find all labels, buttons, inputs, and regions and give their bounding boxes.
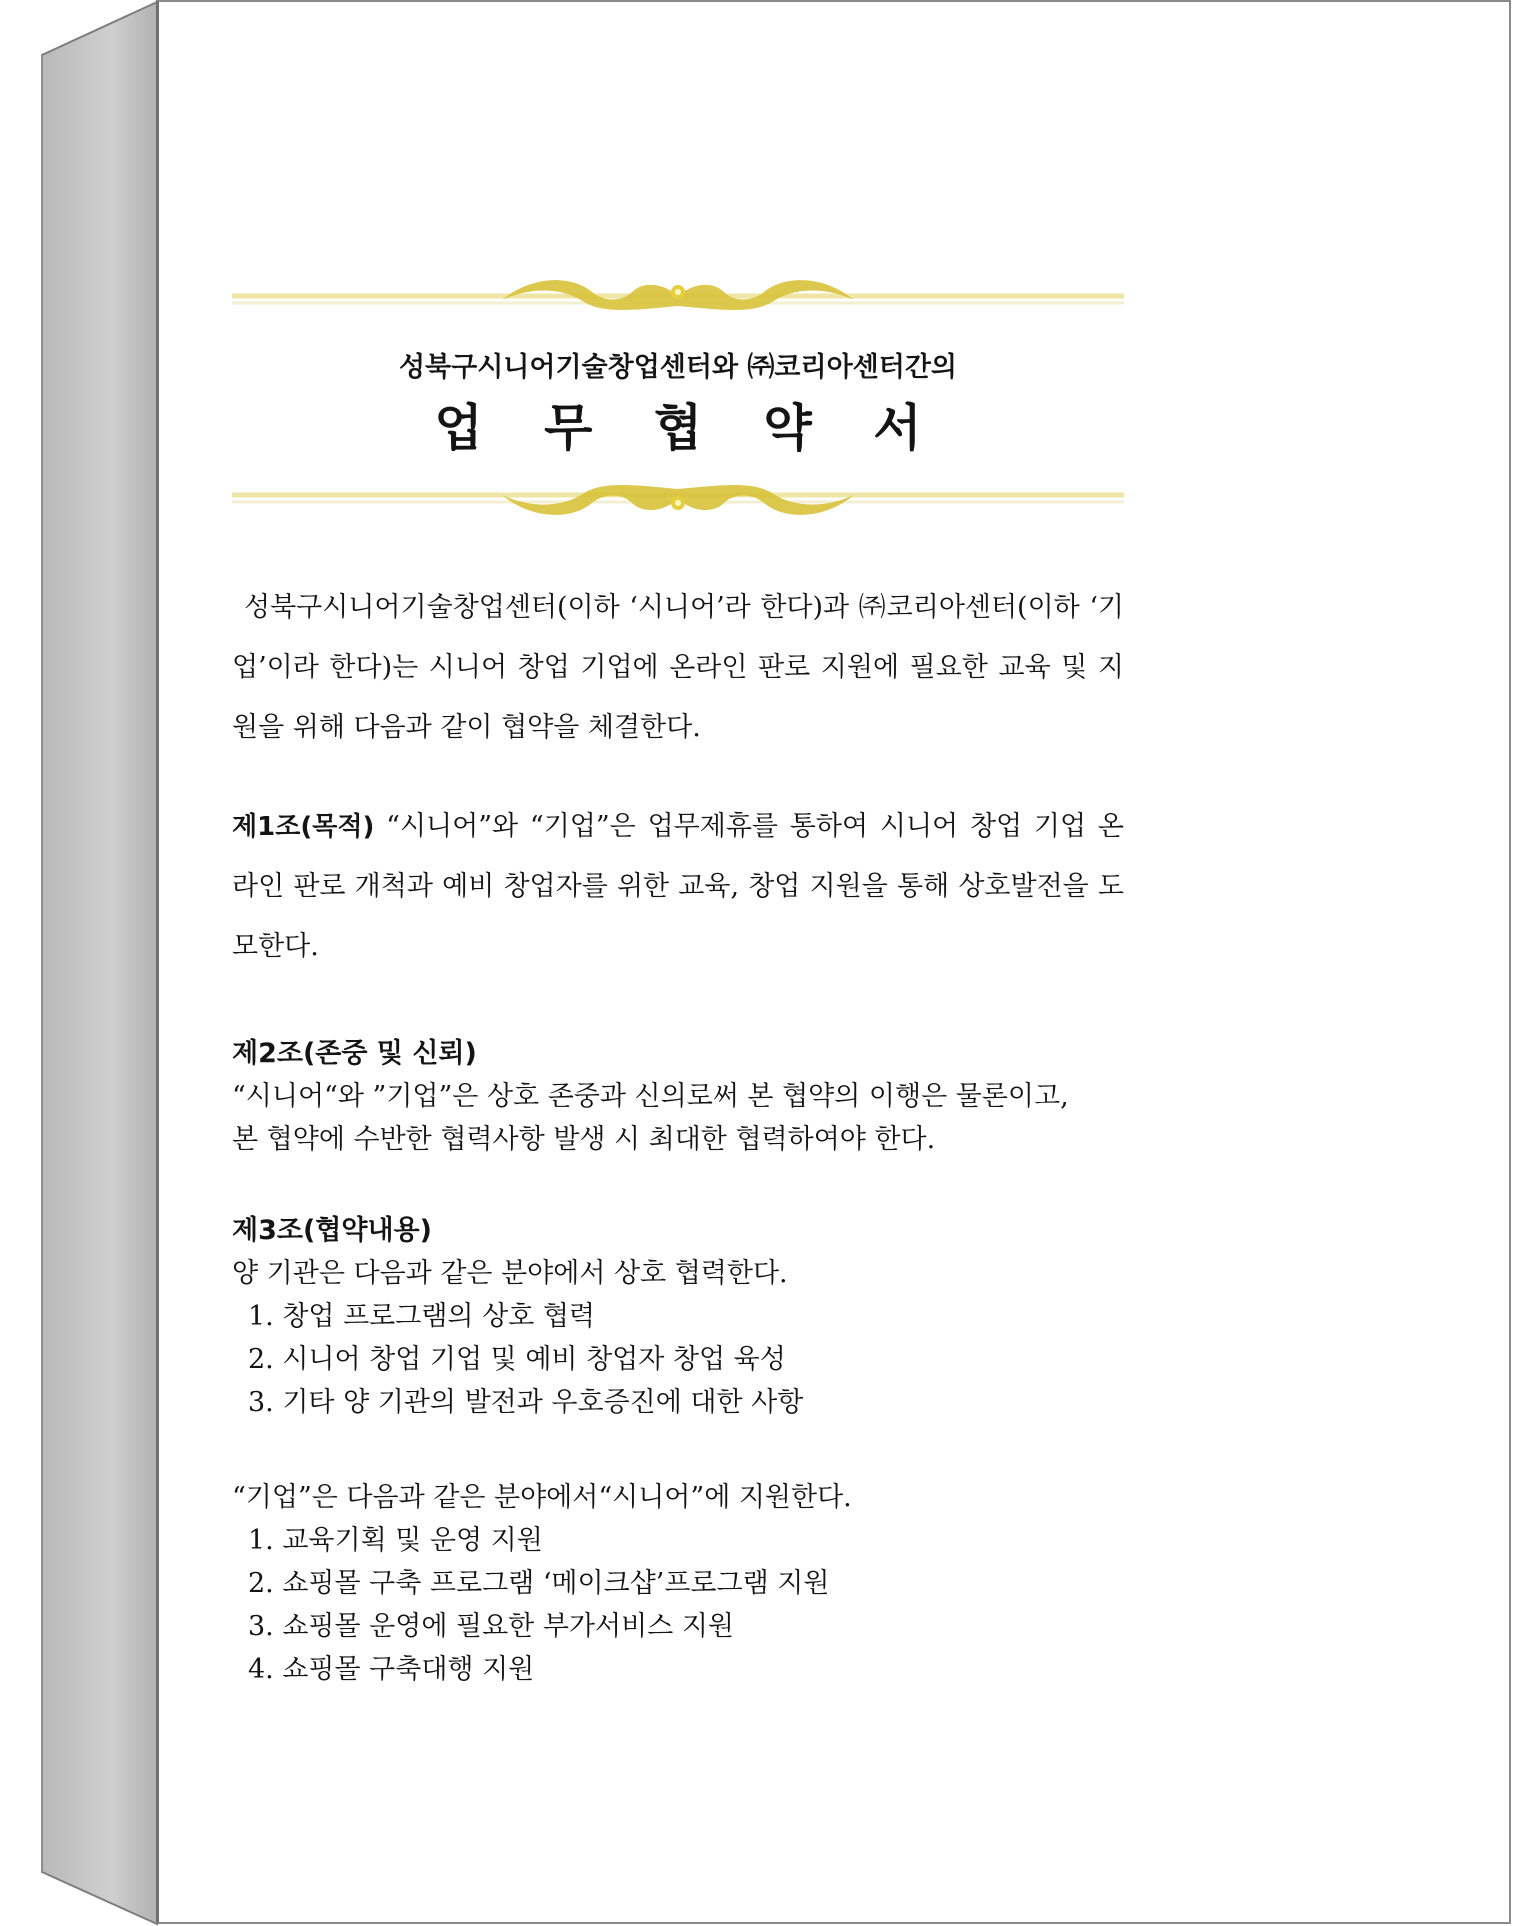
article-3-support-item-4: 4. 쇼핑몰 구축대행 지원 xyxy=(248,1654,535,1685)
bottom-ornament-divider xyxy=(232,465,1124,525)
intro-paragraph: 성북구시니어기술창업센터(이하 ‘시니어’라 한다)과 ㈜코리아센터(이하 ‘기업’이라 한다)는 시니어 창업 기업에 온라인 판로 지원에 필요한 교육 및 지원을 위해 다음과 같이 협약을 체결한다. xyxy=(232,592,1124,743)
article-3-item-1: 1. 창업 프로그램의 상호 협력 xyxy=(248,1301,595,1332)
top-ornament-divider xyxy=(232,270,1124,330)
article-2-line-2: 본 협약에 수반한 협력사항 발생 시 최대한 협력하여야 한다. xyxy=(232,1124,936,1155)
article-2-line-1: “시니어“와 ”기업”은 상호 존중과 신의로써 본 협약의 이행은 물론이고, xyxy=(232,1081,1069,1112)
article-1-heading: 제1조(목적) xyxy=(232,812,375,842)
book-spine xyxy=(0,0,170,1926)
article-2-heading: 제2조(존중 및 신뢰) xyxy=(232,1038,477,1069)
article-3-support-item-1: 1. 교육기획 및 운영 지원 xyxy=(248,1525,543,1556)
article-3-item-3: 3. 기타 양 기관의 발전과 우호증진에 대한 사항 xyxy=(248,1387,804,1418)
article-3-support-intro: “기업”은 다음과 같은 분야에서“시니어”에 지원한다. xyxy=(232,1482,852,1513)
article-3-intro: 양 기관은 다음과 같은 분야에서 상호 협력한다. xyxy=(232,1258,788,1289)
article-3-item-2: 2. 시니어 창업 기업 및 예비 창업자 창업 육성 xyxy=(248,1344,786,1375)
agreement-subtitle: 성북구시니어기술창업센터와 ㈜코리아센터간의 xyxy=(398,352,958,383)
article-3-support-item-3: 3. 쇼핑몰 운영에 필요한 부가서비스 지원 xyxy=(248,1611,734,1642)
article-3-support-item-2: 2. 쇼핑몰 구축 프로그램 ‘메이크샵’프로그램 지원 xyxy=(248,1568,830,1599)
agreement-title: 업 무 협 약 서 xyxy=(434,398,944,457)
article-3-heading: 제3조(협약내용) xyxy=(232,1215,432,1246)
article-1-body: “시니어”와 “기업”은 업무제휴를 통하여 시니어 창업 기업 온라인 판로 개척과 예비 창업자를 위한 교육, 창업 지원을 통해 상호발전을 도모한다. xyxy=(232,811,1124,962)
article-1 xyxy=(232,797,1124,977)
